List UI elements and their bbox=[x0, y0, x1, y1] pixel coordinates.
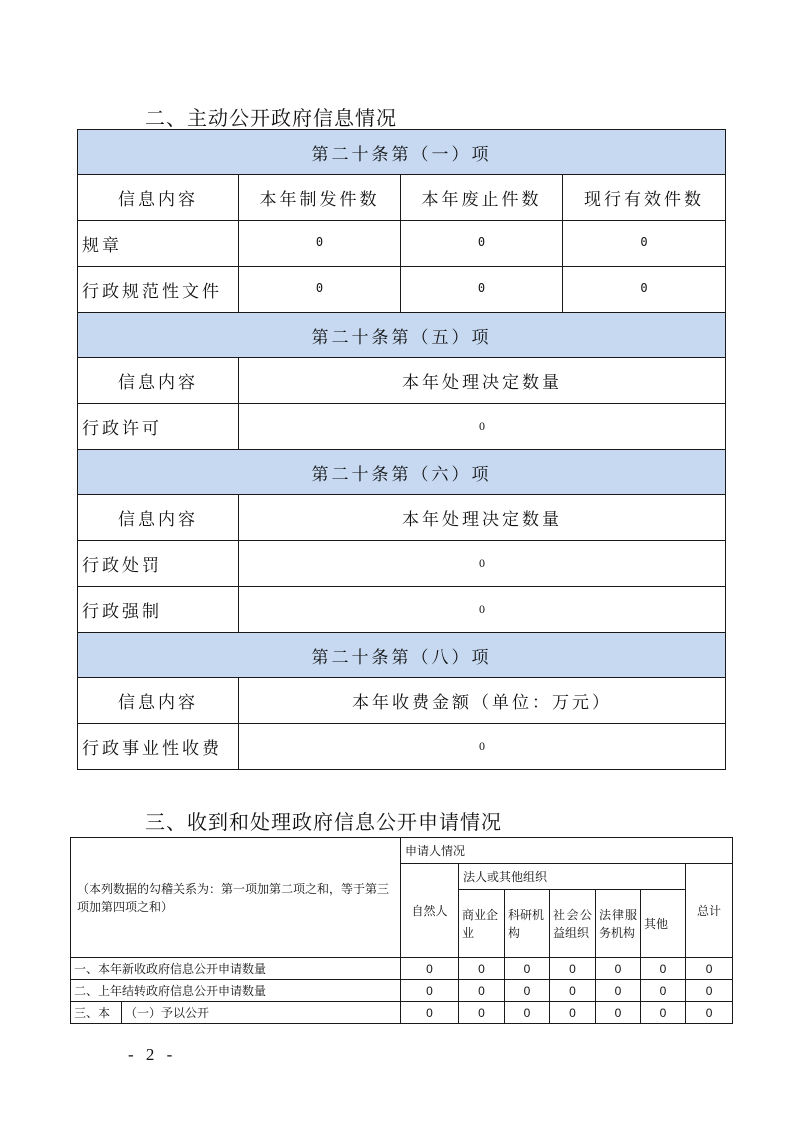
row-label: 规章 bbox=[78, 221, 239, 267]
row-label: 行政强制 bbox=[78, 587, 239, 633]
col-valid-count: 现行有效件数 bbox=[563, 175, 726, 221]
relationship-note: （本列数据的勾稽关系为：第一项加第二项之和，等于第三项加第四项之和） bbox=[77, 881, 390, 914]
cell-value: 0 bbox=[550, 1002, 596, 1024]
cell-value: 0 bbox=[596, 980, 641, 1002]
cell-value: 0 bbox=[505, 1002, 550, 1024]
cell-value: 0 bbox=[239, 221, 401, 267]
col-commercial: 商业企业 bbox=[459, 890, 505, 958]
page-number: - 2 - bbox=[128, 1045, 177, 1064]
total-header: 总计 bbox=[686, 864, 733, 958]
cell-value: 0 bbox=[401, 980, 459, 1002]
note-cell bbox=[71, 838, 401, 958]
col-decision-count: 本年处理决定数量 bbox=[239, 495, 726, 541]
table-row bbox=[71, 980, 733, 1002]
row-label: 三、本 bbox=[71, 1002, 122, 1024]
cell-value: 0 bbox=[401, 221, 563, 267]
row-label: 一、本年新收政府信息公开申请数量 bbox=[71, 958, 401, 980]
col-issued-count: 本年制发件数 bbox=[239, 175, 401, 221]
cell-value: 0 bbox=[641, 1002, 686, 1024]
row-sublabel: （一）予以公开 bbox=[122, 1002, 401, 1024]
cell-value: 0 bbox=[686, 1002, 733, 1024]
col-info-content: 信息内容 bbox=[78, 358, 239, 404]
row-label: 行政许可 bbox=[78, 404, 239, 450]
cell-value: 0 bbox=[686, 980, 733, 1002]
cell-value: 0 bbox=[239, 404, 726, 450]
cell-value: 0 bbox=[563, 267, 726, 313]
section-2-title: 二、主动公开政府信息情况 bbox=[145, 106, 397, 130]
table-row bbox=[71, 1002, 733, 1024]
cell-value: 0 bbox=[401, 1002, 459, 1024]
cell-value: 0 bbox=[641, 958, 686, 980]
col-info-content: 信息内容 bbox=[78, 175, 239, 221]
cell-value: 0 bbox=[459, 958, 505, 980]
col-abolished-count: 本年废止件数 bbox=[401, 175, 563, 221]
cell-value: 0 bbox=[596, 1002, 641, 1024]
cell-value: 0 bbox=[239, 724, 726, 770]
col-research: 科研机构 bbox=[505, 890, 550, 958]
cell-value: 0 bbox=[505, 980, 550, 1002]
row-label: 行政规范性文件 bbox=[78, 267, 239, 313]
cell-value: 0 bbox=[239, 267, 401, 313]
cell-value: 0 bbox=[401, 958, 459, 980]
block8-header: 第二十条第（八）项 bbox=[78, 633, 726, 678]
cell-value: 0 bbox=[459, 980, 505, 1002]
cell-value: 0 bbox=[239, 587, 726, 633]
block1-header: 第二十条第（一）项 bbox=[78, 130, 726, 175]
proactive-disclosure-table bbox=[77, 129, 726, 770]
row-label: 二、上年结转政府信息公开申请数量 bbox=[71, 980, 401, 1002]
cell-value: 0 bbox=[686, 958, 733, 980]
col-fee-amount: 本年收费金额（单位：万元） bbox=[239, 678, 726, 724]
cell-value: 0 bbox=[550, 958, 596, 980]
col-decision-count: 本年处理决定数量 bbox=[239, 358, 726, 404]
section-3-title: 三、收到和处理政府信息公开申请情况 bbox=[145, 810, 502, 834]
col-other: 其他 bbox=[641, 890, 686, 958]
cell-value: 0 bbox=[563, 221, 726, 267]
cell-value: 0 bbox=[505, 958, 550, 980]
col-info-content: 信息内容 bbox=[78, 678, 239, 724]
col-legal-service: 法律服务机构 bbox=[596, 890, 641, 958]
col-public-welfare: 社会公益组织 bbox=[550, 890, 596, 958]
row-label: 行政事业性收费 bbox=[78, 724, 239, 770]
legal-org-header: 法人或其他组织 bbox=[459, 864, 686, 890]
row-label: 行政处罚 bbox=[78, 541, 239, 587]
cell-value: 0 bbox=[401, 267, 563, 313]
block5-header: 第二十条第（五）项 bbox=[78, 313, 726, 358]
table-row bbox=[71, 958, 733, 980]
application-table bbox=[70, 837, 733, 1024]
cell-value: 0 bbox=[596, 958, 641, 980]
cell-value: 0 bbox=[459, 1002, 505, 1024]
cell-value: 0 bbox=[239, 541, 726, 587]
cell-value: 0 bbox=[550, 980, 596, 1002]
natural-person-header: 自然人 bbox=[401, 864, 459, 958]
col-info-content: 信息内容 bbox=[78, 495, 239, 541]
block6-header: 第二十条第（六）项 bbox=[78, 450, 726, 495]
applicant-header: 申请人情况 bbox=[401, 838, 733, 864]
cell-value: 0 bbox=[641, 980, 686, 1002]
